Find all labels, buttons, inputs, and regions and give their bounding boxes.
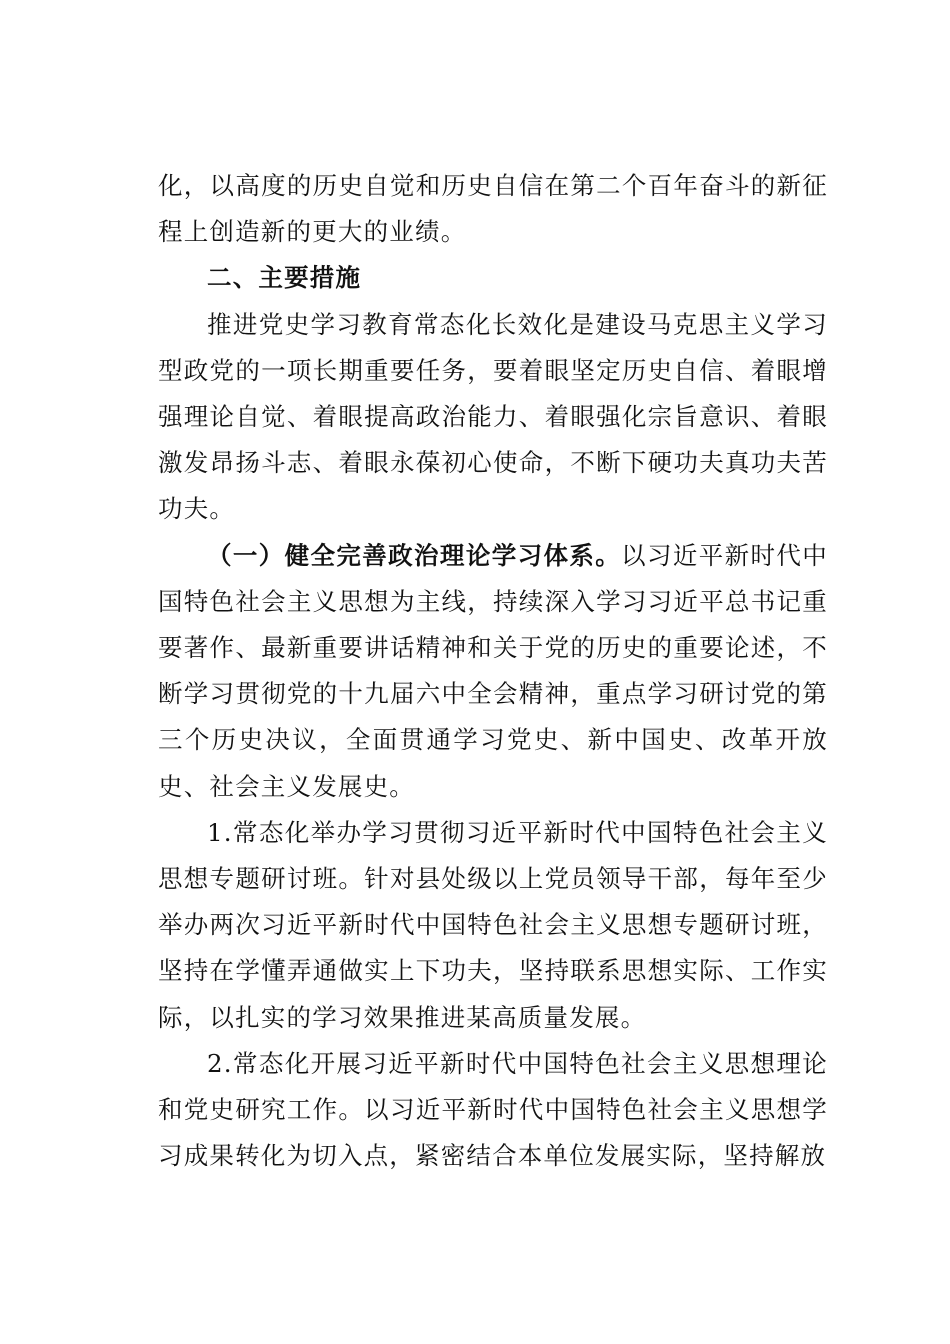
document-body (158, 163, 828, 1179)
subsection-1-body: 以习近平新时代中国特色社会主义思想为主线，持续深入学习习近平总书记重要著作、最新重要讲话精神和关于党的历史的重要论述，不断学习贯彻党的十九届六中全会精神，重点学习研讨党的第三个历史决议，全面贯通学习党史、新中国史、改革开放史、社会主义发展史。 (158, 540, 828, 801)
item-2-paragraph: 2.常态化开展习近平新时代中国特色社会主义思想理论和党史研究工作。以习近平新时代中国特色社会主义思想学习成果转化为切入点，紧密结合本单位发展实际，坚持解放 (158, 1048, 828, 1171)
subsection-1-paragraph (158, 533, 828, 810)
item-1-paragraph: 1.常态化举办学习贯彻习近平新时代中国特色社会主义思想专题研讨班。针对县处级以上党员领导干部，每年至少举办两次习近平新时代中国特色社会主义思想专题研讨班，坚持在学懂弄通做实上下功夫，坚持联系思想实际、工作实际，以扎实的学习效果推进某高质量发展。 (158, 817, 828, 1032)
intro-paragraph: 推进党史学习教育常态化长效化是建设马克思主义学习型政党的一项长期重要任务，要着眼坚定历史自信、着眼增强理论自觉、着眼提高政治能力、着眼强化宗旨意识、着眼激发昂扬斗志、着眼永葆初心使命，不断下硬功夫真功夫苦功夫。 (158, 309, 828, 524)
subsection-1-title: （一）健全完善政治理论学习体系。 (207, 540, 622, 570)
continuation-paragraph: 化，以高度的历史自觉和历史自信在第二个百年奋斗的新征程上创造新的更大的业绩。 (158, 171, 828, 247)
section-heading: 二、主要措施 (207, 263, 362, 293)
